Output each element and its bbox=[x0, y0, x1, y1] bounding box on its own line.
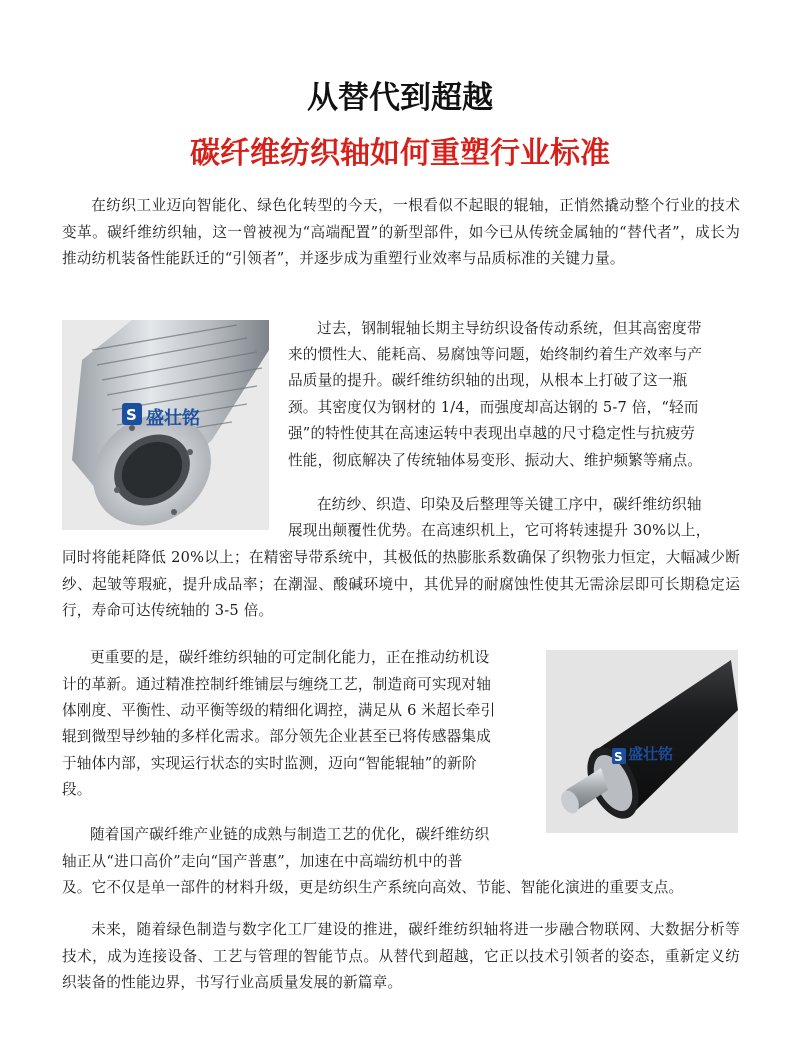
paragraph-1: 在纺织工业迈向智能化、绿色化转型的今天，一根看似不起眼的辊轴，正悄然撬动整个行业的技术变革。碳纤维纺织轴，这一曾被视为“高端配置”的新型部件，如今已从传统金属轴的“替代者”，成长为推动纺机装备性能跃迁的“引领者”，并逐步成为重塑行业效率与品质标准的关键力量。 bbox=[62, 197, 740, 268]
logo-text-2: 盛壮铭 bbox=[628, 745, 674, 763]
article-subtitle: 碳纤维纺织轴如何重塑行业标准 bbox=[190, 136, 610, 171]
paragraph-4-line: 体刚度、平衡性、动平衡等级的精细化调控，满足从 6 米超长牵引 bbox=[62, 702, 496, 719]
paragraph-5-line: 轴正从“进口高价”走向“国产普惠”，加速在中高端纺机中的普 bbox=[62, 853, 463, 870]
roller-photo-1 bbox=[62, 320, 269, 530]
paragraph-4-line: 计的革新。通过精准控制纤维铺层与缠绕工艺，制造商可实现对轴 bbox=[62, 676, 492, 693]
svg-text:S: S bbox=[614, 750, 623, 764]
paragraph-2-line: 过去，钢制辊轴长期主导纺织设备传动系统，但其高密度带 bbox=[317, 320, 702, 337]
paragraph-3-rest: 同时将能耗降低 20%以上；在精密导带系统中，其极低的热膨胀系数确保了织物张力恒定，大幅减少断纱、起皱等瑕疵，提升成品率；在潮湿、酸碱环境中，其优异的耐腐蚀性使其无需涂层即可长期稳定运行，寿命可达传统轴的 3-5 倍。 bbox=[62, 549, 740, 620]
article-title: 从替代到超越 bbox=[307, 80, 493, 116]
roller-photo-2 bbox=[546, 650, 738, 833]
paragraph-4-line: 于轴体内部，实现运行状态的实时监测，迈向“智能辊轴”的新阶 bbox=[62, 755, 477, 772]
paragraph-4-line: 辊到微型导纱轴的多样化需求。部分领先企业甚至已将传感器集成 bbox=[62, 728, 492, 745]
paragraph-2-line: 颈。其密度仅为钢材的 1/4，而强度却高达钢的 5-7 倍，“轻而 bbox=[288, 399, 699, 416]
paragraph-3-line: 展现出颠覆性优势。在高速织机上，它可将转速提升 30%以上， bbox=[288, 522, 711, 539]
paragraph-5-rest: 及。它不仅是单一部件的材料升级，更是纺织生产系统向高效、节能、智能化演进的重要支点。 bbox=[62, 879, 684, 896]
paragraph-4-line: 更重要的是，碳纤维纺织轴的可定制化能力，正在推动纺机设 bbox=[90, 649, 490, 666]
paragraph-2-line: 性能，彻底解决了传统轴体易变形、振动大、维护频繁等痛点。 bbox=[288, 452, 703, 469]
paragraph-2-line: 品质量的提升。碳纤维纺织轴的出现，从根本上打破了这一瓶 bbox=[288, 372, 688, 389]
paragraph-4-line: 段。 bbox=[62, 781, 92, 798]
logo-text-1: 盛壮铭 bbox=[146, 408, 200, 429]
paragraph-2-line: 来的惯性大、能耗高、易腐蚀等问题，始终制约着生产效率与产 bbox=[288, 346, 703, 363]
paragraph-3-line: 在纺纱、织造、印染及后整理等关键工序中，碳纤维纺织轴 bbox=[317, 496, 702, 513]
svg-text:S: S bbox=[126, 406, 137, 424]
paragraph-2-line: 强”的特性使其在高速运转中表现出卓越的尺寸稳定性与抗疲劳 bbox=[288, 425, 696, 442]
paragraph-6: 未来，随着绿色制造与数字化工厂建设的推进，碳纤维纺织轴将进一步融合物联网、大数据分析等技术，成为连接设备、工艺与管理的智能节点。从替代到超越，它正以技术引领者的姿态，重新定义纺织装备的性能边界，书写行业高质量发展的新篇章。 bbox=[62, 921, 740, 992]
paragraph-5-line: 随着国产碳纤维产业链的成熟与制造工艺的优化，碳纤维纺织 bbox=[90, 826, 490, 843]
